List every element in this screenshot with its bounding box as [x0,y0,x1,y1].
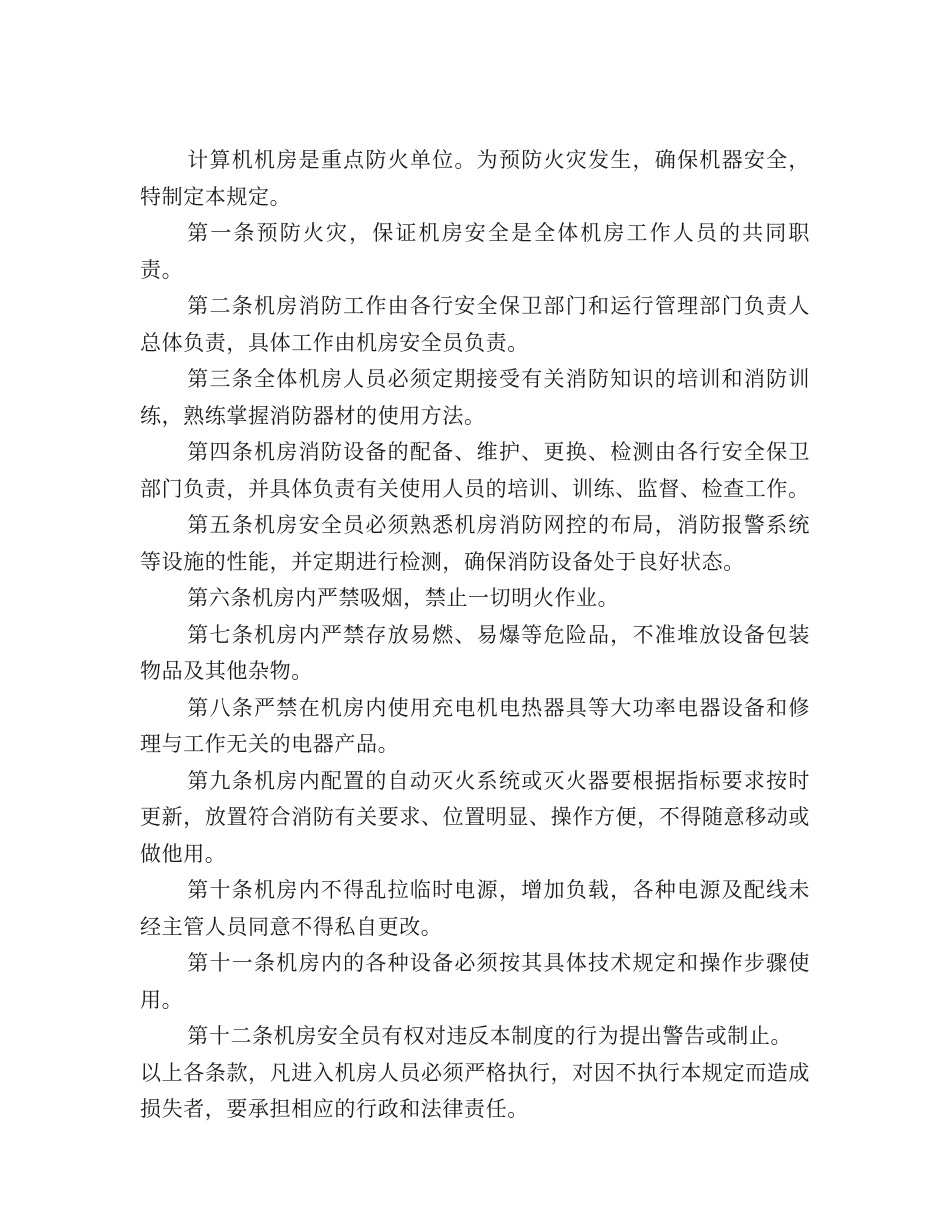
article-4-paragraph: 第四条机房消防设备的配备、维护、更换、检测由各行安全保卫部门负责，并具体负责有关使用人员的培训、训练、监督、检查工作。 [140,440,810,501]
article-7-paragraph: 第七条机房内严禁存放易燃、易爆等危险品，不准堆放设备包装物品及其他杂物。 [140,622,810,683]
article-1-paragraph: 第一条预防火灾，保证机房安全是全体机房工作人员的共同职责。 [140,221,810,282]
article-11-paragraph: 第十一条机房内的各种设备必须按其具体技术规定和操作步骤使用。 [140,951,810,1012]
article-12-paragraph: 第十二条机房安全员有权对违反本制度的行为提出警告或制止。 [187,1024,793,1048]
article-3-paragraph: 第三条全体机房人员必须定期接受有关消防知识的培训和消防训练，熟练掌握消防器材的使用方法。 [140,367,810,428]
article-9-paragraph: 第九条机房内配置的自动灭火系统或灭火器要根据指标要求按时更新，放置符合消防有关要求、位置明显、操作方便，不得随意移动或做他用。 [140,768,810,866]
article-8-paragraph: 第八条严禁在机房内使用充电机电热器具等大功率电器设备和修理与工作无关的电器产品。 [140,695,810,756]
article-10-paragraph: 第十条机房内不得乱拉临时电源，增加负载，各种电源及配线未经主管人员同意不得私自更改。 [140,878,810,939]
document-body [140,142,810,1128]
article-5-paragraph: 第五条机房安全员必须熟悉机房消防网控的布局，消防报警系统等设施的性能，并定期进行检测，确保消防设备处于良好状态。 [140,513,810,574]
closing-paragraph: 以上各条款，凡进入机房人员必须严格执行，对因不执行本规定而造成损失者，要承担相应的行政和法律责任。 [140,1060,810,1121]
article-6-paragraph: 第六条机房内严禁吸烟，禁止一切明火作业。 [187,586,620,610]
intro-paragraph: 计算机机房是重点防火单位。为预防火灾发生，确保机器安全，特制定本规定。 [140,148,810,209]
article-2-paragraph: 第二条机房消防工作由各行安全保卫部门和运行管理部门负责人总体负责，具体工作由机房安全员负责。 [140,294,810,355]
